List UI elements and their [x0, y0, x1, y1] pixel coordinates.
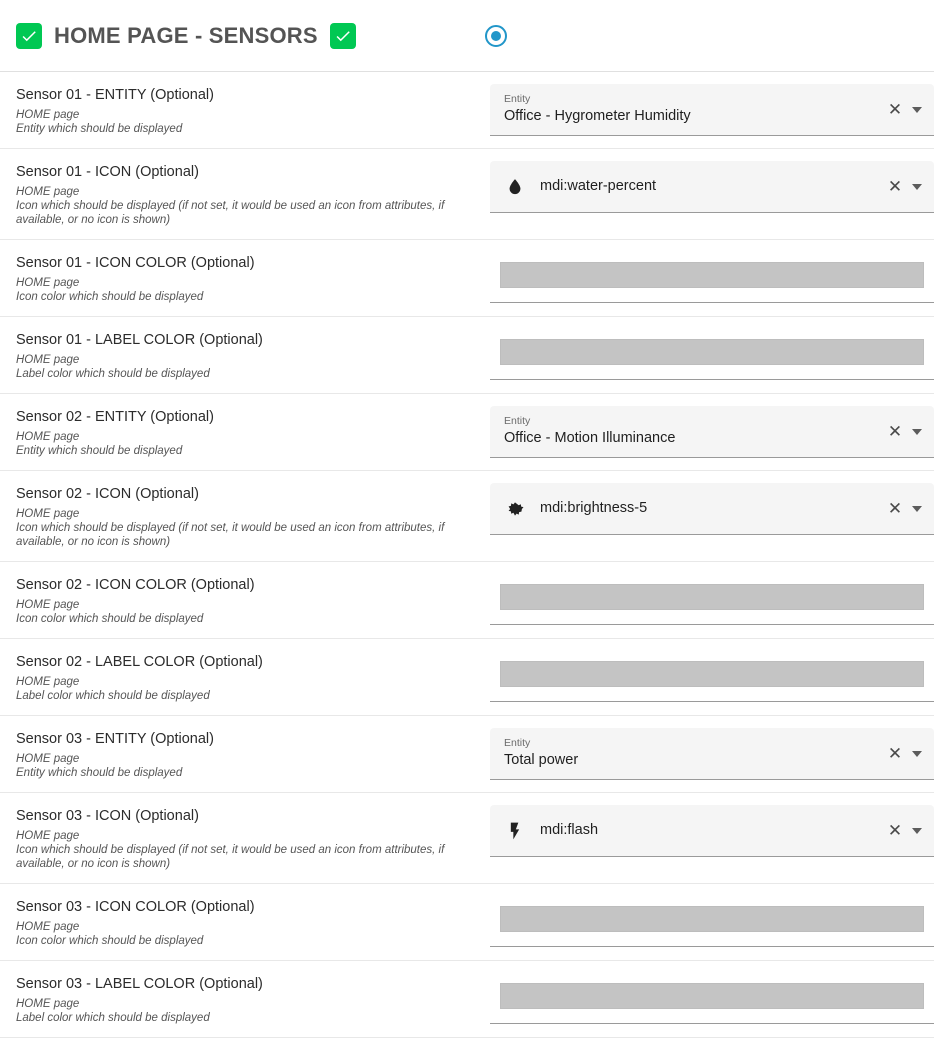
entity-field-label: Entity: [504, 737, 531, 749]
color-swatch[interactable]: [500, 661, 924, 687]
icon-select[interactable]: [490, 161, 934, 213]
setting-page-label: HOME page: [16, 431, 80, 443]
color-picker-field[interactable]: [490, 973, 934, 1024]
setting-page-label: HOME page: [16, 109, 80, 121]
setting-description: [16, 329, 474, 381]
clear-icon[interactable]: ✕: [887, 744, 903, 763]
radio-inner-dot: [491, 31, 501, 41]
setting-title: Sensor 03 - LABEL COLOR (Optional): [16, 976, 263, 992]
flash-icon: [505, 821, 525, 841]
setting-control: [474, 161, 934, 213]
setting-help-text: Icon color which should be displayed: [16, 613, 204, 625]
brightness-5-icon: [504, 499, 526, 519]
entity-select[interactable]: [490, 84, 934, 136]
setting-title: Sensor 03 - ICON COLOR (Optional): [16, 899, 255, 915]
field-actions: [886, 500, 930, 518]
setting-page-label: HOME page: [16, 830, 80, 842]
field-actions: [886, 822, 930, 840]
setting-description: [16, 574, 474, 626]
setting-page-label: HOME page: [16, 921, 80, 933]
chevron-down-icon[interactable]: [912, 107, 922, 113]
setting-help-text: Entity which should be displayed: [16, 767, 183, 779]
color-swatch[interactable]: [500, 584, 924, 610]
chevron-down-icon[interactable]: [912, 184, 922, 190]
entity-field-value[interactable]: Office - Hygrometer Humidity: [504, 108, 691, 124]
settings-row: [0, 961, 934, 1038]
color-picker-field[interactable]: [490, 574, 934, 625]
settings-row-list: [0, 72, 934, 1038]
setting-help-text: Label color which should be displayed: [16, 1012, 210, 1024]
setting-description: [16, 805, 474, 871]
water-percent-icon: [504, 177, 526, 197]
entity-field-value[interactable]: Total power: [504, 752, 579, 768]
setting-control: [474, 574, 934, 625]
setting-title: Sensor 01 - ENTITY (Optional): [16, 87, 214, 103]
field-actions: [886, 178, 930, 196]
setting-description: [16, 728, 474, 780]
setting-control: [474, 896, 934, 947]
field-actions: [886, 101, 930, 119]
setting-title: Sensor 02 - LABEL COLOR (Optional): [16, 654, 263, 670]
clear-icon[interactable]: ✕: [887, 422, 903, 441]
setting-control: [474, 483, 934, 535]
setting-title: Sensor 01 - ICON COLOR (Optional): [16, 255, 255, 271]
setting-title: Sensor 03 - ENTITY (Optional): [16, 731, 214, 747]
setting-title: Sensor 02 - ENTITY (Optional): [16, 409, 214, 425]
entity-select[interactable]: [490, 406, 934, 458]
setting-control: [474, 406, 934, 458]
entity-field-label: Entity: [504, 93, 531, 105]
icon-select-row: [504, 821, 886, 841]
setting-description: [16, 651, 474, 703]
setting-page-label: HOME page: [16, 186, 80, 198]
setting-page-label: HOME page: [16, 753, 80, 765]
setting-help-text: Icon which should be displayed (if not set, it would be used an icon from attributes, if available, or no icon is shown): [16, 522, 445, 548]
settings-row: [0, 793, 934, 884]
setting-page-label: HOME page: [16, 354, 80, 366]
settings-row: [0, 639, 934, 716]
setting-title: Sensor 02 - ICON (Optional): [16, 486, 199, 502]
icon-select-row: [504, 177, 886, 197]
setting-help-text: Entity which should be displayed: [16, 123, 183, 135]
setting-control: [474, 84, 934, 136]
color-swatch[interactable]: [500, 983, 924, 1009]
setting-help-text: Icon color which should be displayed: [16, 935, 204, 947]
settings-row: [0, 394, 934, 471]
settings-row: [0, 240, 934, 317]
setting-title: Sensor 02 - ICON COLOR (Optional): [16, 577, 255, 593]
setting-page-label: HOME page: [16, 508, 80, 520]
entity-select-labels: [504, 93, 886, 126]
settings-row: [0, 884, 934, 961]
brightness-5-icon: [505, 499, 525, 519]
color-picker-field[interactable]: [490, 896, 934, 947]
setting-help-text: Icon which should be displayed (if not set, it would be used an icon from attributes, if available, or no icon is shown): [16, 844, 445, 870]
field-actions: [886, 745, 930, 763]
chevron-down-icon[interactable]: [912, 429, 922, 435]
icon-field-value[interactable]: mdi:brightness-5: [540, 500, 648, 516]
setting-help-text: Entity which should be displayed: [16, 445, 183, 457]
setting-description: [16, 84, 474, 136]
color-swatch[interactable]: [500, 906, 924, 932]
setting-title: Sensor 01 - ICON (Optional): [16, 164, 199, 180]
setting-page-label: HOME page: [16, 998, 80, 1010]
setting-control: [474, 973, 934, 1024]
header-checkbox-left[interactable]: [16, 23, 42, 49]
icon-field-value[interactable]: mdi:flash: [540, 822, 599, 838]
color-swatch[interactable]: [500, 339, 924, 365]
entity-field-value[interactable]: Office - Motion Illuminance: [504, 430, 676, 446]
settings-row: [0, 562, 934, 639]
entity-select[interactable]: [490, 728, 934, 780]
color-picker-field[interactable]: [490, 651, 934, 702]
settings-row: [0, 716, 934, 793]
chevron-down-icon[interactable]: [912, 828, 922, 834]
icon-select[interactable]: [490, 805, 934, 857]
setting-title: Sensor 03 - ICON (Optional): [16, 808, 199, 824]
setting-description: [16, 896, 474, 948]
clear-icon[interactable]: ✕: [887, 499, 903, 518]
clear-icon[interactable]: ✕: [887, 821, 903, 840]
entity-select-labels: [504, 415, 886, 448]
page-title: HOME PAGE - SENSORS: [54, 22, 318, 48]
settings-row: [0, 149, 934, 240]
check-icon: [334, 27, 352, 45]
icon-select-row: [504, 499, 886, 519]
setting-control: [474, 329, 934, 380]
setting-description: [16, 161, 474, 227]
setting-title: Sensor 01 - LABEL COLOR (Optional): [16, 332, 263, 348]
page-header: [0, 0, 934, 72]
field-actions: [886, 423, 930, 441]
setting-control: [474, 252, 934, 303]
clear-icon[interactable]: ✕: [887, 177, 903, 196]
chevron-down-icon[interactable]: [912, 506, 922, 512]
entity-select-labels: [504, 737, 886, 770]
header-checkbox-right[interactable]: [330, 23, 356, 49]
setting-description: [16, 483, 474, 549]
settings-row: [0, 471, 934, 562]
chevron-down-icon[interactable]: [912, 751, 922, 757]
clear-icon[interactable]: ✕: [887, 100, 903, 119]
flash-icon: [504, 821, 526, 841]
setting-description: [16, 252, 474, 304]
check-icon: [20, 27, 38, 45]
setting-control: [474, 651, 934, 702]
setting-help-text: Icon which should be displayed (if not set, it would be used an icon from attributes, if available, or no icon is shown): [16, 200, 445, 226]
icon-select[interactable]: [490, 483, 934, 535]
setting-description: [16, 973, 474, 1025]
color-picker-field[interactable]: [490, 329, 934, 380]
setting-control: [474, 728, 934, 780]
setting-description: [16, 406, 474, 458]
settings-row: [0, 72, 934, 149]
setting-control: [474, 805, 934, 857]
color-swatch[interactable]: [500, 262, 924, 288]
icon-field-value[interactable]: mdi:water-percent: [540, 178, 657, 194]
setting-help-text: Label color which should be displayed: [16, 690, 210, 702]
setting-page-label: HOME page: [16, 676, 80, 688]
header-radio-button[interactable]: [485, 25, 507, 47]
entity-field-label: Entity: [504, 415, 531, 427]
setting-page-label: HOME page: [16, 277, 80, 289]
settings-row: [0, 317, 934, 394]
setting-help-text: Label color which should be displayed: [16, 368, 210, 380]
color-picker-field[interactable]: [490, 252, 934, 303]
setting-page-label: HOME page: [16, 599, 80, 611]
setting-help-text: Icon color which should be displayed: [16, 291, 204, 303]
water-percent-icon: [505, 177, 525, 197]
